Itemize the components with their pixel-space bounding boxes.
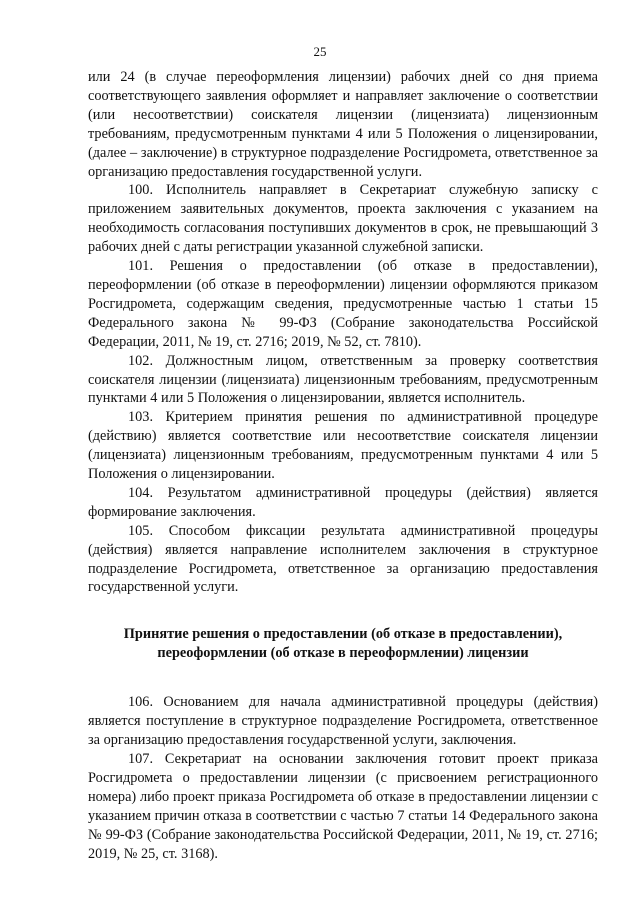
page-number: 25 <box>313 44 327 59</box>
section-heading <box>88 625 598 663</box>
paragraph-107: 107. Секретариат на основании заключения готовит проект приказа Росгидромета о предоставлении лицензии (с присвоением регистрационного номера) либо проект приказа Росгидромета об отказе в предоставлении лицензии с указанием причин отказа в соответствии с частью 7 статьи 14 Федерального закона № 99-ФЗ (Собрание законодательства Российской Федерации, 2011, № 19, ст. 2716; 2019, № 25, ст. 3168). <box>88 751 598 862</box>
paragraph-100: 100. Исполнитель направляет в Секретариат служебную записку с приложением заявительных документов, проекта заключения с указанием на необходимость согласования поступивших документов в срок, не превышающий 3 рабочих дней с даты регистрации указанной служебной записки. <box>88 182 598 256</box>
section-heading-line-1: Принятие решения о предоставлении (об отказе в предоставлении), <box>123 626 563 643</box>
paragraph-106: 106. Основанием для начала административной процедуры (действия) является поступление в структурное подразделение Росгидромета, ответственное за организацию предоставления государственной услуги, заключения. <box>88 694 598 749</box>
paragraph-102: 102. Должностным лицом, ответственным за проверку соответствия соискателя лицензии (лицензиата) лицензионным требованиям, предусмотренным пунктами 4 или 5 Положения о лицензировании, является исполнитель. <box>88 352 598 407</box>
document-body <box>88 68 598 864</box>
paragraph-104: 104. Результатом административной процедуры (действия) является формирование заключения. <box>88 484 598 520</box>
paragraph-101: 101. Решения о предоставлении (об отказе в предоставлении), переоформлении (об отказе в переоформлении) лицензии оформляются приказом Росгидромета, содержащим сведения, предусмотренные частью 1 статьи 15 Федерального закона № 99-ФЗ (Собрание законодательства Российской Федерации, 2011, № 19, ст. 2716; 2019, № 52, ст. 7810). <box>88 258 598 350</box>
paragraph-105: 105. Способом фиксации результата административной процедуры (действия) является направление исполнителем заключения в структурное подразделение Росгидромета, ответственное за организацию предоставления государственной услуги. <box>88 522 598 596</box>
section-heading-line-2: переоформлении (об отказе в переоформлении) лицензии <box>157 645 529 662</box>
paragraph-continuation: или 24 (в случае переоформления лицензии) рабочих дней со дня приема соответствующего заявления оформляет и направляет заключение о соответствии (или несоответствии) соискателя лицензии (лицензиата) лицензионным требованиям, предусмотренным пунктами 4 или 5 Положения о лицензировании, (далее – заключение) в структурное подразделение Росгидромета, ответственное за организацию предоставления государственной услуги. <box>88 69 598 180</box>
paragraph-103: 103. Критерием принятия решения по административной процедуре (действию) является соответствие или несоответствие соискателя лицензии (лицензиата) лицензионным требованиям, предусмотренным пунктами 4 или 5 Положения о лицензировании. <box>88 409 598 483</box>
